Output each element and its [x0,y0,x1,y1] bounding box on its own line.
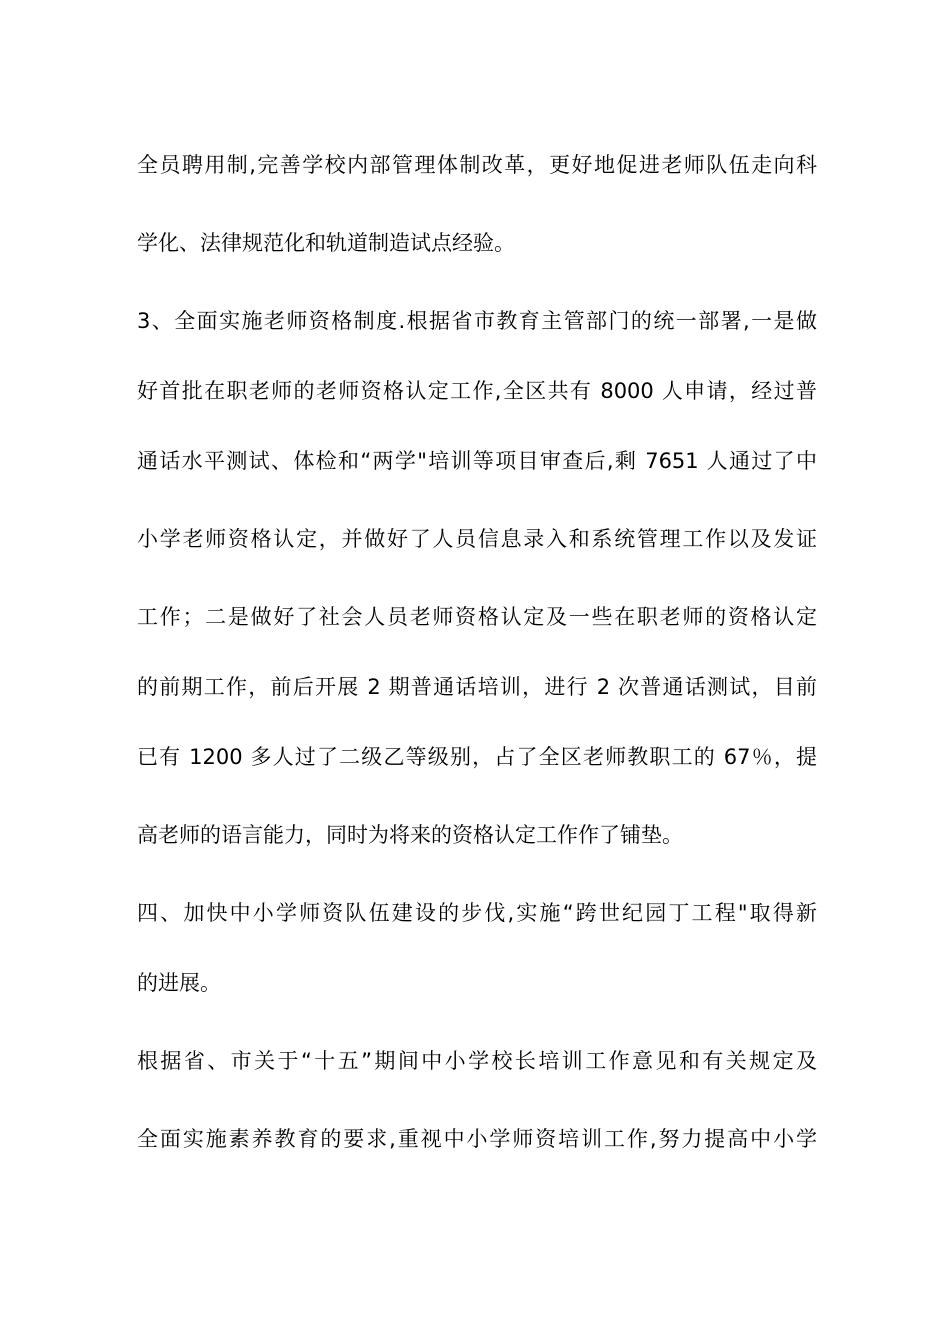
paragraph-line: 好首批在职老师的老师资格认定工作,全区共有 8000 人申请，经过普 [137,379,817,403]
paragraph-line: 小学老师资格认定，并做好了人员信息录入和系统管理工作以及发证 [137,527,817,551]
paragraph-line: 全员聘用制,完善学校内部管理体制改革，更好地促进老师队伍走向科 [137,153,817,177]
paragraph-line: 3、全面实施老师资格制度.根据省市教育主管部门的统一部署,一是做 [137,309,817,333]
paragraph-line: 全面实施素养教育的要求,重视中小学师资培训工作,努力提高中小学 [137,1127,817,1151]
paragraph-line: 根据省、市关于“十五”期间中小学校长培训工作意见和有关规定及 [137,1049,817,1073]
paragraph-line: 的进展。 [137,971,221,995]
paragraph-line: 已有 1200 多人过了二级乙等级别，占了全区老师教职工的 67％，提 [137,745,817,769]
paragraph-line: 工作；二是做好了社会人员老师资格认定及一些在职老师的资格认定 [137,605,817,629]
paragraph-line: 四、加快中小学师资队伍建设的步伐,实施“跨世纪园丁工程"取得新 [137,901,817,925]
paragraph-line: 的前期工作，前后开展 2 期普通话培训，进行 2 次普通话测试，目前 [137,675,817,699]
paragraph-line: 通话水平测试、体检和“两学"培训等项目审查后,剩 7651 人通过了中 [137,449,817,473]
paragraph-line: 学化、法律规范化和轨道制造试点经验。 [137,231,515,255]
paragraph-line: 高老师的语言能力，同时为将来的资格认定工作作了铺垫。 [137,823,683,847]
